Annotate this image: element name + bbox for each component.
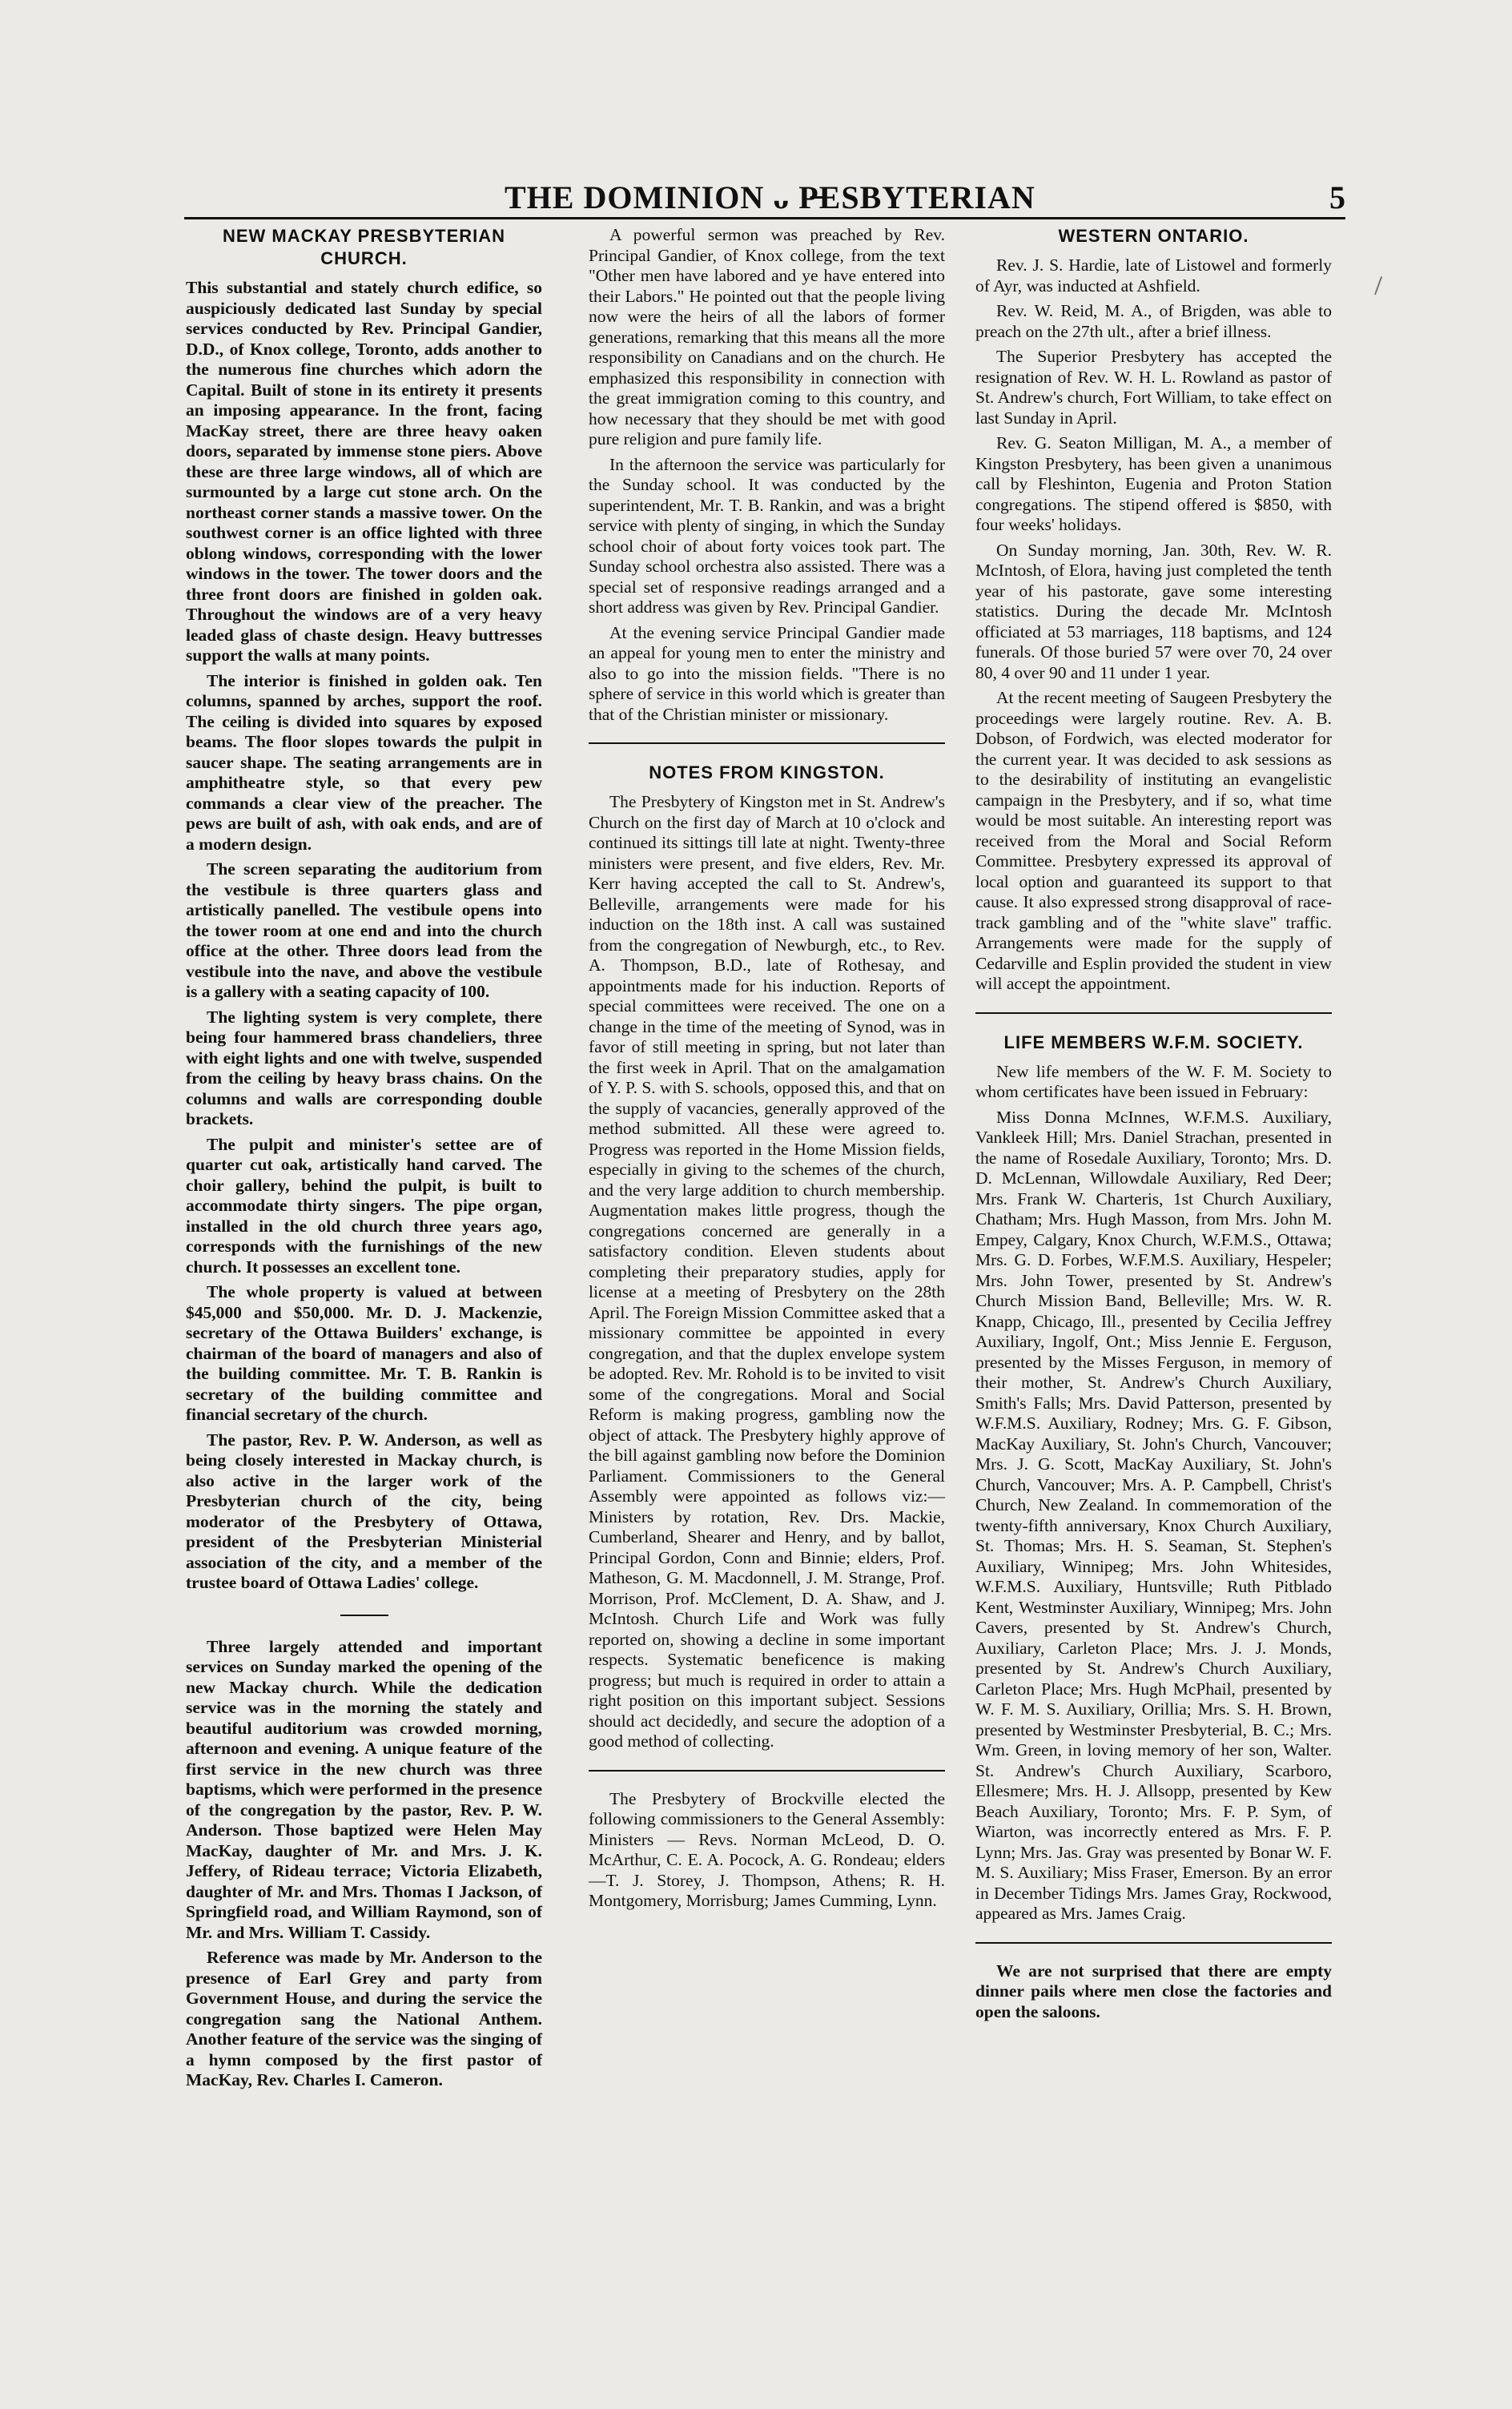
article-heading-wfms: LIFE MEMBERS W.F.M. SOCIETY. [1003, 1032, 1304, 1052]
margin-pencil-mark [1374, 276, 1384, 296]
article-heading-kingston: NOTES FROM KINGSTON. [649, 762, 885, 782]
paragraph: The whole property is valued at between $45,000 and $50,000. Mr. D. J. Mackenzie, secretary of the Ottawa Builders' exchange, is chairman of the board of managers and also of the building committee. Mr. T. B. Rankin is secretary of the building committee and financial secretary of the church. [186, 1282, 542, 1424]
article-divider [975, 1942, 1332, 1944]
article-divider [589, 1770, 945, 1772]
column-3 [975, 225, 1332, 2027]
paragraph: The pastor, Rev. P. W. Anderson, as well as being closely interested in Mackay church, is also active in the larger work of the Presbyterian church of the city, being moderator of the Presbytery of Ottawa, president of the Presbyterian Ministerial association of the city, and a member of the trustee board of Ottawa Ladies' college. [186, 1430, 542, 1592]
paragraph: Reference was made by Mr. Anderson to the presence of Earl Grey and party from Government House, and during the service the congregation sang the National Anthem. Another feature of the service was the singing of a hymn composed by the first pastor of MacKay, Rev. Charles I. Cameron. [186, 1948, 542, 2089]
section-divider [340, 1615, 388, 1616]
masthead [184, 177, 1345, 219]
page-number: 5 [1329, 179, 1345, 215]
paragraph: New life members of the W. F. M. Society to whom certificates have been issued in February: [975, 1061, 1332, 1101]
paragraph: The pulpit and minister's settee are of quarter cut oak, artistically hand carved. The choir gallery, behind the pulpit, is built to accommodate thirty singers. The pipe organ, installed in the old church three years ago, corresponds with the furnishings of the new church. It possesses an excellent tone. [186, 1134, 542, 1277]
paragraph: Rev. W. Reid, M. A., of Brigden, was able to preach on the 27th ult., after a brief illness. [975, 301, 1332, 341]
paragraph: The Presbytery of Kingston met in St. Andrew's Church on the first day of March at 10 o'clock and continued its sittings till late at night. Twenty-three ministers were present, and five elders, Rev. Mr. Kerr having accepted the call to St. Andrew's, Belleville, arrangements were made for his induction on the 18th inst. A call was sustained from the congregation of Newburgh, etc., to Rev. A. Thompson, B.D., late of Rothesay, and appointments made for his induction. Reports of special committees were received. The one on a change in the time of the meeting of Synod, was in favor of still meeting in spring, but not later than the first week in April. That on the amalgamation of Y. P. S. with S. schools, opposed this, and that on the supply of vacancies, generally approved of the method submitted. All these were agreed to. Progress was reported in the Home Mission fields, especially in giving to the schemes of the church, and the very large addition to church membership. Augmentation makes little progress, though the congregations concerned are generally in a satisfactory condition. Eleven students about completing their preparatory studies, apply for license at a meeting of Presbytery on the 28th April. The Foreign Mission Committee asked that a missionary committee be appointed in every congregation, and that the duplex envelope system be adopted. Rev. Mr. Rohold is to be invited to visit some of the congregations. Moral and Social Reform is making progress, gambling now the object of attack. The Presbytery highly approve of the bill against gambling now before the Dominion Parliament. Commissioners to the General Assembly were appointed as follows viz:—Ministers by rotation, Rev. Drs. Mackie, Cumberland, Shearer and Henry, and by ballot, Principal Gordon, Conn and Binnie; elders, Prof. Matheson, G. M. Macdonnell, J. M. Strange, Prof. Morrison, Prof. McClement, D. A. Shaw, and J. McIntosh. Church Life and Work was fully reported on, showing a decline in some important respects. Systematic beneficence is making progress; but much is required in order to attain a right position on this important subject. Sessions should act decidedly, and secure the adoption of a good method of collecting. [589, 792, 945, 1751]
paragraph: The lighting system is very complete, there being four hammered brass chandeliers, three with eight lights and one with twelve, suspended from the ceiling by heavy brass chains. On the columns and walls are corresponding double brackets. [186, 1007, 542, 1128]
paragraph: At the evening service Principal Gandier made an appeal for young men to enter the ministry and also to go into the mission fields. "There is no sphere of service in this world which is greater than that of the Christian minister or missionary. [589, 622, 945, 724]
article-divider [975, 1012, 1332, 1014]
paragraph: Rev. G. Seaton Milligan, M. A., a member of Kingston Presbytery, has been given a unanimous call by Fleshinton, Eugenia and Proton Station congregations. The stipend offered is $850, with four weeks' holidays. [975, 433, 1332, 534]
paragraph: Rev. J. S. Hardie, late of Listowel and formerly of Ayr, was inducted at Ashfield. [975, 255, 1332, 296]
paragraph: A powerful sermon was preached by Rev. Principal Gandier, of Knox college, from the text "Other men have labored and ye have entered into their Labors." He pointed out that the people living now were the heirs of all the labors of former generations, remarking that this means all the more responsibility on Canadians and on the church. He emphasized this responsibility in connection with the great immigration coming to this country, and how necessary that they should be met with good pure religion and pure family life. [589, 225, 945, 448]
paragraph: Miss Donna McInnes, W.F.M.S. Auxiliary, Vankleek Hill; Mrs. Daniel Strachan, presented in the name of Rosedale Auxiliary, Toronto; Mrs. D. D. McLennan, Willowdale Auxiliary, Red Deer; Mrs. Frank W. Charteris, 1st Church Auxiliary, Chatham; Mrs. Hugh Masson, from Mrs. John M. Empey, Calgary, Knox Church, W.F.M.S., Ottawa; Mrs. G. D. Forbes, W.F.M.S. Auxiliary, Hespeler; Mrs. John Tower, presented by St. Andrew's Church Mission Band, Belleville; Mrs. W. R. Knapp, Chicago, Ill., presented by Cecilia Jeffrey Auxiliary, Ingolf, Ont.; Miss Jennie E. Ferguson, presented by the Misses Ferguson, in memory of their mother, St. Andrew's Church Auxiliary, Smith's Falls; Mrs. David Patterson, presented by W.F.M.S. Auxiliary, Rodney; Mrs. G. F. Gibson, MacKay Auxiliary, St. John's Church, Vancouver; Mrs. J. G. Scott, MacKay Auxiliary, St. John's Church, Vancouver; Mrs. A. P. Campbell, Christ's Church, New Zealand. In commemoration of the twenty-fifth anniversary, Knox Church Auxiliary, St. Thomas; Mrs. H. S. Seaman, St. Stephen's Auxiliary, Winnipeg; Mrs. John Whitesides, W.F.M.S. Auxiliary, Huntsville; Ruth Pitblado Kent, Westminster Auxiliary, Winnipeg; Mrs. John Cavers, presented by St. Andrew's Church, Auxiliary, Carleton Place; Mrs. J. J. Monds, presented by St. Andrew's Church Auxiliary, Carleton Place; Mrs. Hugh McPhail, presented by W. F. M. S. Auxiliary, Orillia; Mrs. S. H. Brown, presented by Westminster Presbyterial, B. C.; Mrs. Wm. Green, in loving memory of her son, Walter. St. Andrew's Church Auxiliary, Scarboro, Ellesmere; Mrs. H. J. Allsopp, presented by Kew Beach Auxiliary, Toronto; Mrs. F. P. Sym, of Wiarton, was incorrectly entered as Mrs. F. P. Lynn; Mrs. Jas. Gray was presented by Bonar W. F. M. S. Auxiliary; Miss Fraser, Emerson. By an error in December Tidings Mrs. James Gray, Rockwood, appeared as Mrs. James Craig. [975, 1107, 1332, 1923]
paragraph: At the recent meeting of Saugeen Presbytery the proceedings were largely routine. Rev. A. B. Dobson, of Fordwich, was elected moderator for the current year. It was decided to ask sessions as to the desirability of instituting an evangelistic campaign in the Presbytery, and if so, what time would be most suitable. An interesting report was received from the Moral and Social Reform Committee. Presbytery expressed its approval of local option and guaranteed its support to that cause. It also expressed strong disapproval of race-track gambling and of the "white slave" traffic. Arrangements were made for the supply of Cedarville and Esplin provided the student in view will accept the appointment. [975, 688, 1332, 993]
paragraph: Three largely attended and important services on Sunday marked the opening of the new Mackay church. While the dedication service was in the morning the stately and beautiful auditorium was crowded morning, afternoon and evening. A unique feature of the first service in the new church was three baptisms, which were performed in the presence of the congregation by the pastor, Rev. P. W. Anderson. Those baptized were Helen May MacKay, daughter of Mr. and Mrs. J. K. Jeffery, of Rideau terrace; Victoria Elizabeth, daughter of Mr. and Mrs. Thomas I Jackson, of Springfield road, and William Raymond, son of Mr. and Mrs. William T. Cassidy. [186, 1636, 542, 1942]
closing-remark: We are not surprised that there are empty dinner pails where men close the factories and open the saloons. [975, 1961, 1332, 2021]
paragraph: The screen separating the auditorium from the vestibule is three quarters glass and artistically panelled. The vestibule opens into the tower room at one end and into the church office at the other. Three doors lead from the vestibule into the nave, and above the vestibule is a gallery with a seating capacity of 100. [186, 859, 542, 1001]
article-divider [589, 742, 945, 744]
paragraph: On Sunday morning, Jan. 30th, Rev. W. R. McIntosh, of Elora, having just completed the tenth year of his pastorate, gave some interesting statistics. During the decade Mr. McIntosh officiated at 53 marriages, 118 baptisms, and 124 funerals. Of those buried 57 were over 70, 24 over 80, 4 over 90 and 11 under 1 year. [975, 540, 1332, 682]
paragraph: The Presbytery of Brockville elected the following commissioners to the General Assembly: Ministers — Revs. Norman McLeod, D. O. McArthur, C. E. A. Pocock, A. G. Rondeau; elders—T. J. Storey, J. Thompson, Athens; R. H. Montgomery, Morrisburg; James Cumming, Lynn. [589, 1788, 945, 1910]
article-heading-western-ontario: WESTERN ONTARIO. [1058, 226, 1249, 246]
paragraph: The Superior Presbytery has accepted the resignation of Rev. W. H. L. Rowland as pastor of St. Andrew's church, Fort William, to take effect on last Sunday in April. [975, 347, 1332, 428]
paragraph: This substantial and stately church edifice, so auspiciously dedicated last Sunday by special services conducted by Rev. Principal Gandier, D.D., of Knox college, Toronto, adds another to the numerous fine churches which adorn the Capital. Built of stone in its entirety it presents an imposing appearance. In the front, facing MacKay street, there are three heavy oaken doors, separated by immense stone piers. Above these are three large windows, all of which are surmounted by a large cut stone arch. On the northeast corner stands a massive tower. On the southwest corner is an office lighted with three oblong windows, corresponding with the lower windows in the tower. The tower doors and the three front doors are finished in golden oak. Throughout the windows are of a very heavy leaded glass of chaste design. Heavy buttresses support the walls at many points. [186, 278, 542, 665]
column-2 [589, 225, 945, 1916]
paragraph: In the afternoon the service was particularly for the Sunday school. It was conducted by the superintendent, Mr. T. B. Rankin, and was a bright service with plenty of singing, in which the Sunday school choir of about forty voices took part. The Sunday school orchestra also assisted. There was a special set of responsive readings arranged and a short address was given by Rev. Principal Gandier. [589, 454, 945, 617]
paragraph: The interior is finished in golden oak. Ten columns, spanned by arches, support the roof. The ceiling is divided into squares by exposed beams. The floor slopes towards the pulpit in saucer shape. The seating arrangements are in amphitheatre style, so that every pew commands a clear view of the preacher. The pews are built of ash, with oak ends, and are of a modern design. [186, 670, 542, 854]
article-heading-mackay-church: NEW MACKAY PRESBYTERIAN CHURCH. [222, 226, 506, 268]
newspaper-title: THE DOMINION ᴗ P̶ESBYTERIAN [505, 179, 1035, 215]
column-1 [186, 225, 542, 2096]
